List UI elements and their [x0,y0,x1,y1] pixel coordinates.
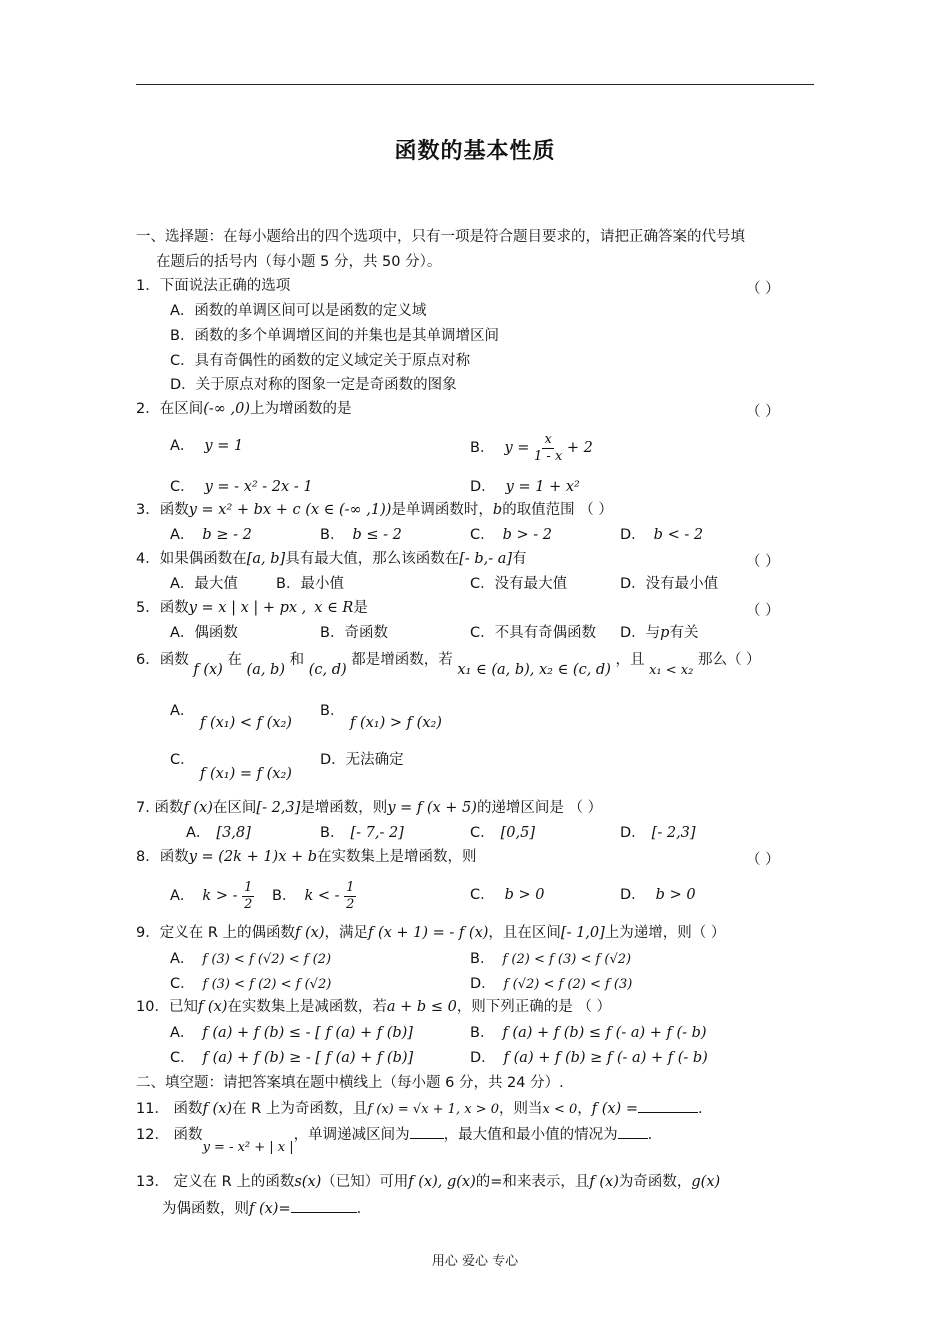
q8-stem: 8．函数y = (2k + 1)x + b在实数集上是增函数，则 [136,849,477,865]
q4-option-d: D．没有最小值 [620,576,719,592]
section1-intro-2: 在题后的括号内（每小题 5 分，共 50 分）。 [156,254,442,270]
q10-option-d: D． f (a) + f (b) ≥ f (- a) + f (- b) [470,1050,708,1066]
q7-option-d: D． [- 2,3] [620,825,696,841]
q10-option-c: C． f (a) + f (b) ≥ - [ f (a) + f (b)] [170,1050,414,1066]
q10-stem: 10．已知f (x)在实数集上是减函数，若a + b ≤ 0，则下列正确的是 （ ） [136,999,612,1015]
q13-stem: 13． 定义在 R 上的函数s(x)（已知）可用f (x), g(x)的=和来表示，且f (x)为奇函数，g(x) [136,1174,721,1190]
q8-option-b: B． k < - $\frac{1}{2}$ [272,879,355,912]
q12-stem: 12． 函数y = - x² + | x |，单调递减区间为 ，最大值和最小值的情况为 . [136,1124,652,1145]
q5-option-d: D．与p有关 [620,625,699,641]
q6-option-b-label: B． [320,703,345,719]
q9-option-d: D． f (√2) < f (2) < f (3) [470,976,633,992]
q1-option-c: C．具有奇偶性的函数的定义域定关于原点对称 [170,353,471,369]
q11-answer-blank[interactable] [638,1098,698,1113]
q3-option-a: A． b ≥ - 2 [170,527,252,543]
q5-stem: 5．函数y = x | x | + px , x ∈ R是 [136,600,368,616]
q6-option-a: f (x₁) < f (x₂) [200,715,292,731]
q8-option-d: D． b > 0 [620,887,696,903]
q6-option-b: f (x₁) > f (x₂) [350,715,442,731]
q7-option-b: B． [- 7,- 2] [320,825,404,841]
q3-stem: 3．函数y = x² + bx + c (x ∈ (-∞ ,1))是单调函数时，b的取值范围 （ ） [136,502,613,518]
page-footer: 用心 爱心 专心 [431,1254,519,1269]
q3-option-c: C． b > - 2 [470,527,553,543]
q4-stem: 4．如果偶函数在[a, b]具有最大值，那么该函数在[- b,- a]有 [136,551,527,567]
top-rule [136,84,814,85]
q2-fraction: $\frac{x}{1 - x}$ [534,431,563,464]
page-title: 函数的基本性质 [394,139,556,164]
q13-stem-2: 为偶函数，则f (x)= . [162,1198,361,1218]
q6-option-c: f (x₁) = f (x₂) [200,766,292,782]
q1-option-b: B．函数的多个单调增区间的并集也是其单调增区间 [170,328,499,344]
q10-option-a: A． f (a) + f (b) ≤ - [ f (a) + f (b)] [170,1025,413,1041]
q7-option-a: A． [3,8] [186,825,251,841]
q4-option-b: B．最小值 [276,576,344,592]
q2-option-d: D． y = 1 + x² [470,479,580,495]
q6-option-d: D．无法确定 [320,752,404,768]
q6-option-a-label: A． [170,703,195,719]
q5-option-a: A．偶函数 [170,625,238,641]
q4-answer-bracket[interactable]: （ ） [746,554,780,570]
q11-stem: 11． 函数f (x)在 R 上为奇函数，且f (x) = √x + 1, x > 0，则当x < 0，f (x) = . [136,1098,703,1119]
q12-decreasing-blank[interactable] [410,1124,444,1139]
q3-option-d: D． b < - 2 [620,527,704,543]
q13-answer-blank[interactable] [291,1198,357,1213]
q6-stem: 6．函数 f (x) 在 (a, b) 和 (c, d) 都是增函数，若 x₁ ∈ (a, b), x₂ ∈ (c, d) ，且 x₁ < x₂ 那么（ ） [136,652,761,678]
q1-option-d: D．关于原点对称的图象一定是奇函数的图象 [170,377,457,393]
q2-option-b: B． y = $\frac{x}{1 - x}$ + 2 [470,431,593,464]
q4-option-a: A．最大值 [170,576,238,592]
q9-option-c: C． f (3) < f (2) < f (√2) [170,976,332,992]
q8-a-fraction: $\frac{1}{2}$ [244,879,253,912]
q5-answer-bracket[interactable]: （ ） [746,603,780,619]
q2-option-c: C． y = - x² - 2x - 1 [170,479,313,495]
q8-answer-bracket[interactable]: （ ） [746,852,780,868]
q2-stem: 2．在区间(-∞ ,0)上为增函数的是 [136,401,352,417]
q2-option-a: A． y = 1 [170,438,244,454]
q4-option-c: C．没有最大值 [470,576,568,592]
q6-option-c-label: C． [170,752,195,768]
q2-answer-bracket[interactable]: （ ） [746,404,780,420]
q1-answer-bracket[interactable]: （ ） [746,281,780,297]
q9-stem: 9．定义在 R 上的偶函数f (x)，满足f (x + 1) = - f (x)，且在区间[- 1,0]上为递增，则（ ） [136,925,726,941]
q9-option-a: A． f (3) < f (√2) < f (2) [170,951,332,967]
q10-option-b: B． f (a) + f (b) ≤ f (- a) + f (- b) [470,1025,707,1041]
q1-stem: 1．下面说法正确的选项 [136,278,291,294]
q5-option-c: C．不具有奇偶函数 [470,625,597,641]
q8-b-fraction: $\frac{1}{2}$ [346,879,355,912]
q8-option-c: C． b > 0 [470,887,545,903]
q1-option-a: A．函数的单调区间可以是函数的定义域 [170,303,427,319]
q8-option-a: A． k > - $\frac{1}{2}$ [170,879,253,912]
q9-option-b: B． f (2) < f (3) < f (√2) [470,951,632,967]
q3-option-b: B． b ≤ - 2 [320,527,402,543]
section1-intro: 一、选择题：在每小题给出的四个选项中，只有一项是符合题目要求的，请把正确答案的代号填 [136,229,745,245]
section2-intro: 二、填空题：请把答案填在题中横线上（每小题 6 分，共 24 分）. [136,1075,564,1091]
q5-option-b: B．奇函数 [320,625,388,641]
q7-stem: 7. 函数f (x)在区间[- 2,3]是增函数，则y = f (x + 5)的递增区间是 （ ） [136,800,603,816]
q7-option-c: C． [0,5] [470,825,535,841]
q12-extremum-blank[interactable] [618,1124,648,1139]
